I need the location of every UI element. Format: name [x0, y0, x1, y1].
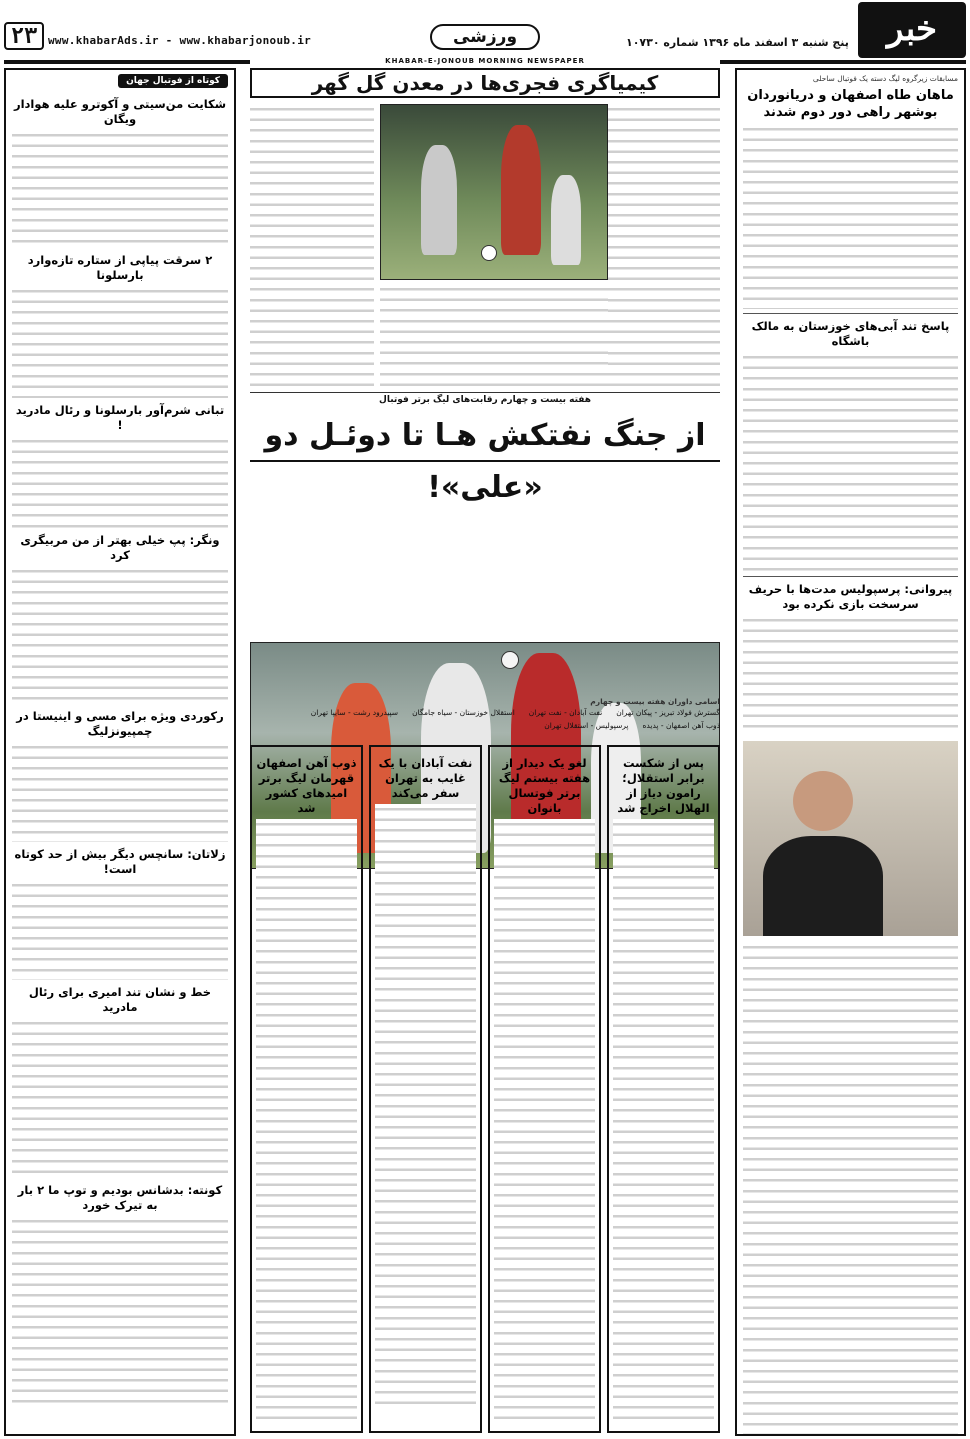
article-body — [12, 286, 228, 398]
left-headline-8: کونته: بدشانس بودیم و توپ ما ۲ بار به تیرک خورد — [17, 1183, 223, 1212]
news-boxes — [250, 745, 720, 1435]
main-headline: کیمیاگری فجری‌ها در معدن گل گهر — [250, 68, 720, 98]
ball-icon — [481, 245, 497, 261]
box-headline: لغو یک دیدار از هفته بیستم لیگ برتر فوتسال بانوان — [498, 756, 591, 815]
article-column — [250, 104, 374, 386]
world-football-column — [4, 68, 236, 1436]
page-number: ۲۳ — [4, 22, 44, 50]
section-title: ورزشی — [430, 24, 540, 50]
kicker: مسابقات زیرگروه لیگ دسته یک فوتبال ساحلی — [812, 74, 958, 83]
article-body — [743, 352, 958, 572]
article-body — [12, 436, 228, 528]
article-body — [12, 880, 228, 980]
news-box — [488, 745, 601, 1433]
right-headline-3: پیروانی: پرسپولیس مدت‌ها با حریف سرسخت بازی نکرده بود — [748, 582, 953, 611]
left-headline-1: شکایت من‌سیتی و آکوترو علیه هوادار ویگان — [13, 97, 227, 126]
article-body — [12, 130, 228, 248]
dateline: پنج شنبه ۳ اسفند ماه ۱۳۹۶ شماره ۱۰۷۳۰ — [626, 36, 849, 49]
english-masthead: KHABAR-E-JONOUB MORNING NEWSPAPER — [250, 57, 720, 66]
article-column — [608, 104, 720, 386]
left-headline-2: ۲ سرقت پیاپی از ستاره تازه‌وارد بارسلونا — [27, 253, 213, 282]
match-item: پرسپولیس - استقلال تهران — [544, 720, 629, 730]
match-photo — [380, 104, 608, 280]
news-box — [607, 745, 720, 1433]
article-body — [12, 742, 228, 842]
big-headline: از جنگ نفتکش هـا تا دوئـل دو «علی»! — [250, 410, 720, 462]
news-box — [369, 745, 482, 1433]
news-box — [250, 745, 363, 1433]
match-schedule — [250, 697, 720, 743]
coach-photo — [743, 741, 958, 936]
match-item: نفت آبادان - نفت تهران — [528, 708, 603, 717]
match-item: استقلال خوزستان - سیاه جامگان — [412, 708, 515, 717]
article-body — [12, 1018, 228, 1178]
box-headline: ذوب آهن اصفهان قهرمان لیگ برتر امیدهای کشور شد — [256, 756, 357, 815]
right-column — [735, 68, 966, 1436]
right-headline-1: ماهان طاه اصفهان و دریانوردان بوشهر راهی دور دوم شدند — [747, 88, 954, 120]
article-body — [743, 124, 958, 309]
newspaper-logo: خبر — [858, 2, 966, 58]
match-item: ذوب آهن اصفهان - پدیده — [642, 720, 720, 730]
article-body — [743, 942, 958, 1436]
match-item: سپیدرود رشت - سایپا تهران — [310, 708, 399, 717]
supra-headline: هفته بیست و چهارم رقابت‌های لیگ برتر فوتبال — [250, 392, 720, 408]
box-headline: نفت آبادان با یک غایب به تهران سفر می‌کند — [378, 756, 473, 800]
column-tag: کوتاه از فوتبال جهان — [118, 74, 228, 88]
match-item: گسترش فولاد تبریز - پیکان تهران — [616, 708, 720, 717]
schedule-title: اسامی داوران هفته بیست و چهارم — [590, 697, 720, 706]
left-headline-6: زلاتان: سانچس دیگر بیش از حد کوتاه است! — [14, 847, 226, 876]
box-headline: پس از شکست برابر استقلال؛ رامون دیاز از الهلال اخراج شد — [617, 756, 710, 815]
left-headline-5: رکوردی ویژه برای مسی و اینیستا در چمپیونزلیگ — [16, 709, 224, 738]
article-body — [12, 566, 228, 704]
site-urls[interactable]: www.khabarAds.ir - www.khabarjonoub.ir — [48, 34, 312, 47]
right-headline-2: پاسخ تند آبی‌های خوزستان به مالک باشگاه — [751, 319, 950, 348]
article-body — [743, 615, 958, 735]
left-headline-4: ونگر: پپ خیلی بهتر از من مربیگری کرد — [20, 533, 220, 562]
left-headline-3: تبانی شرم‌آور بارسلونا و رئال مادرید ! — [15, 403, 225, 432]
ball-icon — [501, 651, 519, 669]
article-body — [12, 1216, 228, 1406]
article-column — [380, 284, 608, 386]
left-headline-7: خط و نشان تند امیری برای رئال مادرید — [28, 985, 212, 1014]
